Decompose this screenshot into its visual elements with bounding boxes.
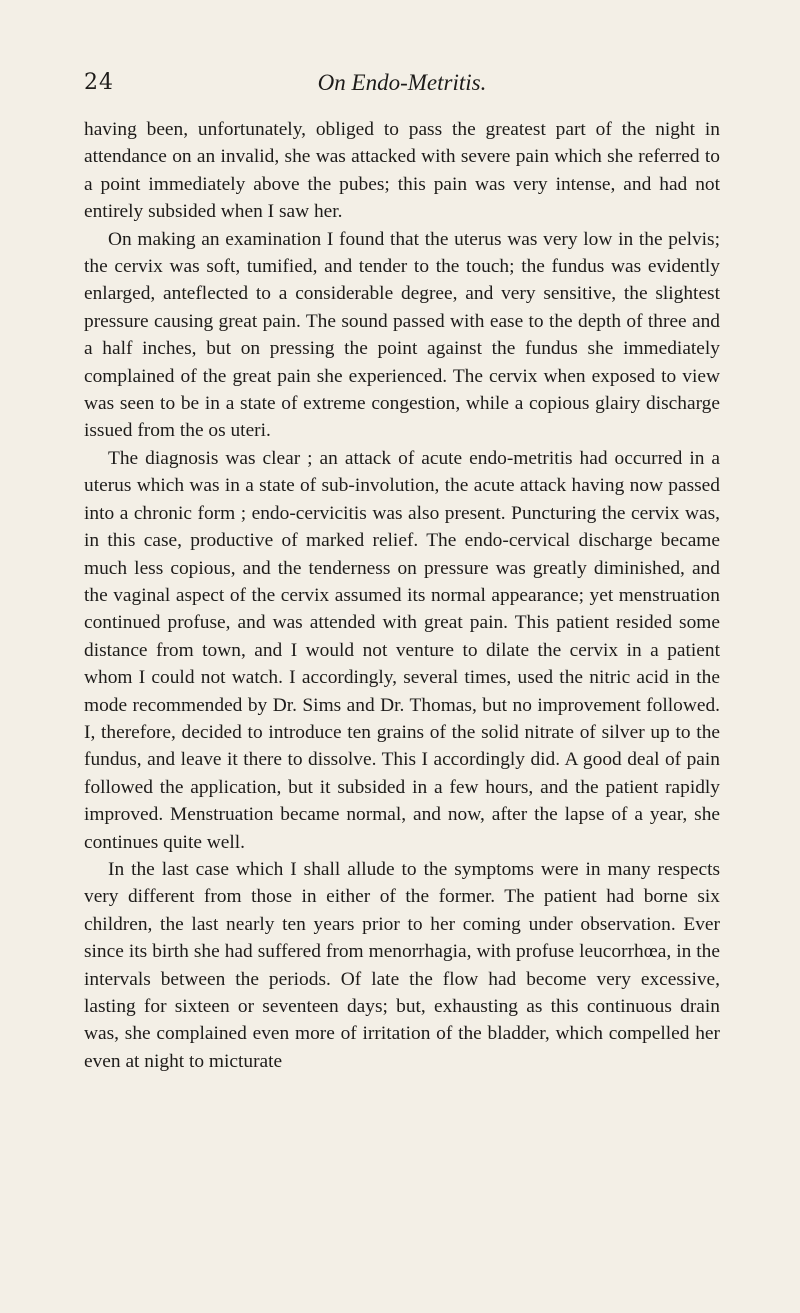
- running-title: On Endo-Metritis.: [317, 70, 487, 95]
- body-text: [84, 116, 720, 1075]
- page-number: 24: [84, 70, 114, 95]
- paragraph-continuation: having been, unfortunately, obliged to pass the greatest part of the night in attendance on an invalid, she was attacked with severe pain which she referred to a point immediately above the pubes; this pain was very intense, and had not entirely subsided when I saw her.: [84, 119, 720, 223]
- paragraph-diagnosis: The diagnosis was clear ; an attack of acute endo-metritis had occurred in a uterus which was in a state of sub-involution, the acute attack having now passed into a chronic form ; endo-cervicitis was also present. Puncturing the cervix was, in this case, productive of marked relief. The endo-cervical discharge became much less copious, and the tenderness on pressure was greatly diminished, and the vaginal aspect of the cervix assumed its normal appearance; yet menstruation continued profuse, and was attended with great pain. This patient resided some distance from town, and I would not venture to dilate the cervix in a patient whom I could not watch. I accordingly, several times, used the nitric acid in the mode recommended by Dr. Sims and Dr. Thomas, but no improvement followed. I, therefore, decided to introduce ten grains of the solid nitrate of silver up to the fundus, and leave it there to dissolve. This I accordingly did. A good deal of pain followed the application, but it subsided in a few hours, and the patient rapidly improved. Menstruation became normal, and now, after the lapse of a year, she continues quite well.: [84, 447, 720, 853]
- paragraph-examination: On making an examination I found that the uterus was very low in the pelvis; the cervix was soft, tumified, and tender to the touch; the fundus was evidently enlarged, anteflected to a considerable degree, and very sensitive, the slightest pressure causing great pain. The sound passed with ease to the depth of three and a half inches, but on pressing the point against the fundus she immediately complained of the great pain she experienced. The cervix when exposed to view was seen to be in a state of extreme congestion, while a copious glairy discharge issued from the os uteri.: [84, 228, 720, 442]
- running-head: [84, 70, 720, 104]
- paragraph-last-case: In the last case which I shall allude to the symptoms were in many respects very different from those in either of the former. The patient had borne six children, the last nearly ten years prior to her coming under observation. Ever since its birth she had suffered from menorrhagia, with profuse leucorrhœa, in the intervals between the periods. Of late the flow had become very excessive, lasting for sixteen or seventeen days; but, exhausting as this continuous drain was, she complained even more of irritation of the bladder, which compelled her even at night to micturate: [84, 858, 720, 1072]
